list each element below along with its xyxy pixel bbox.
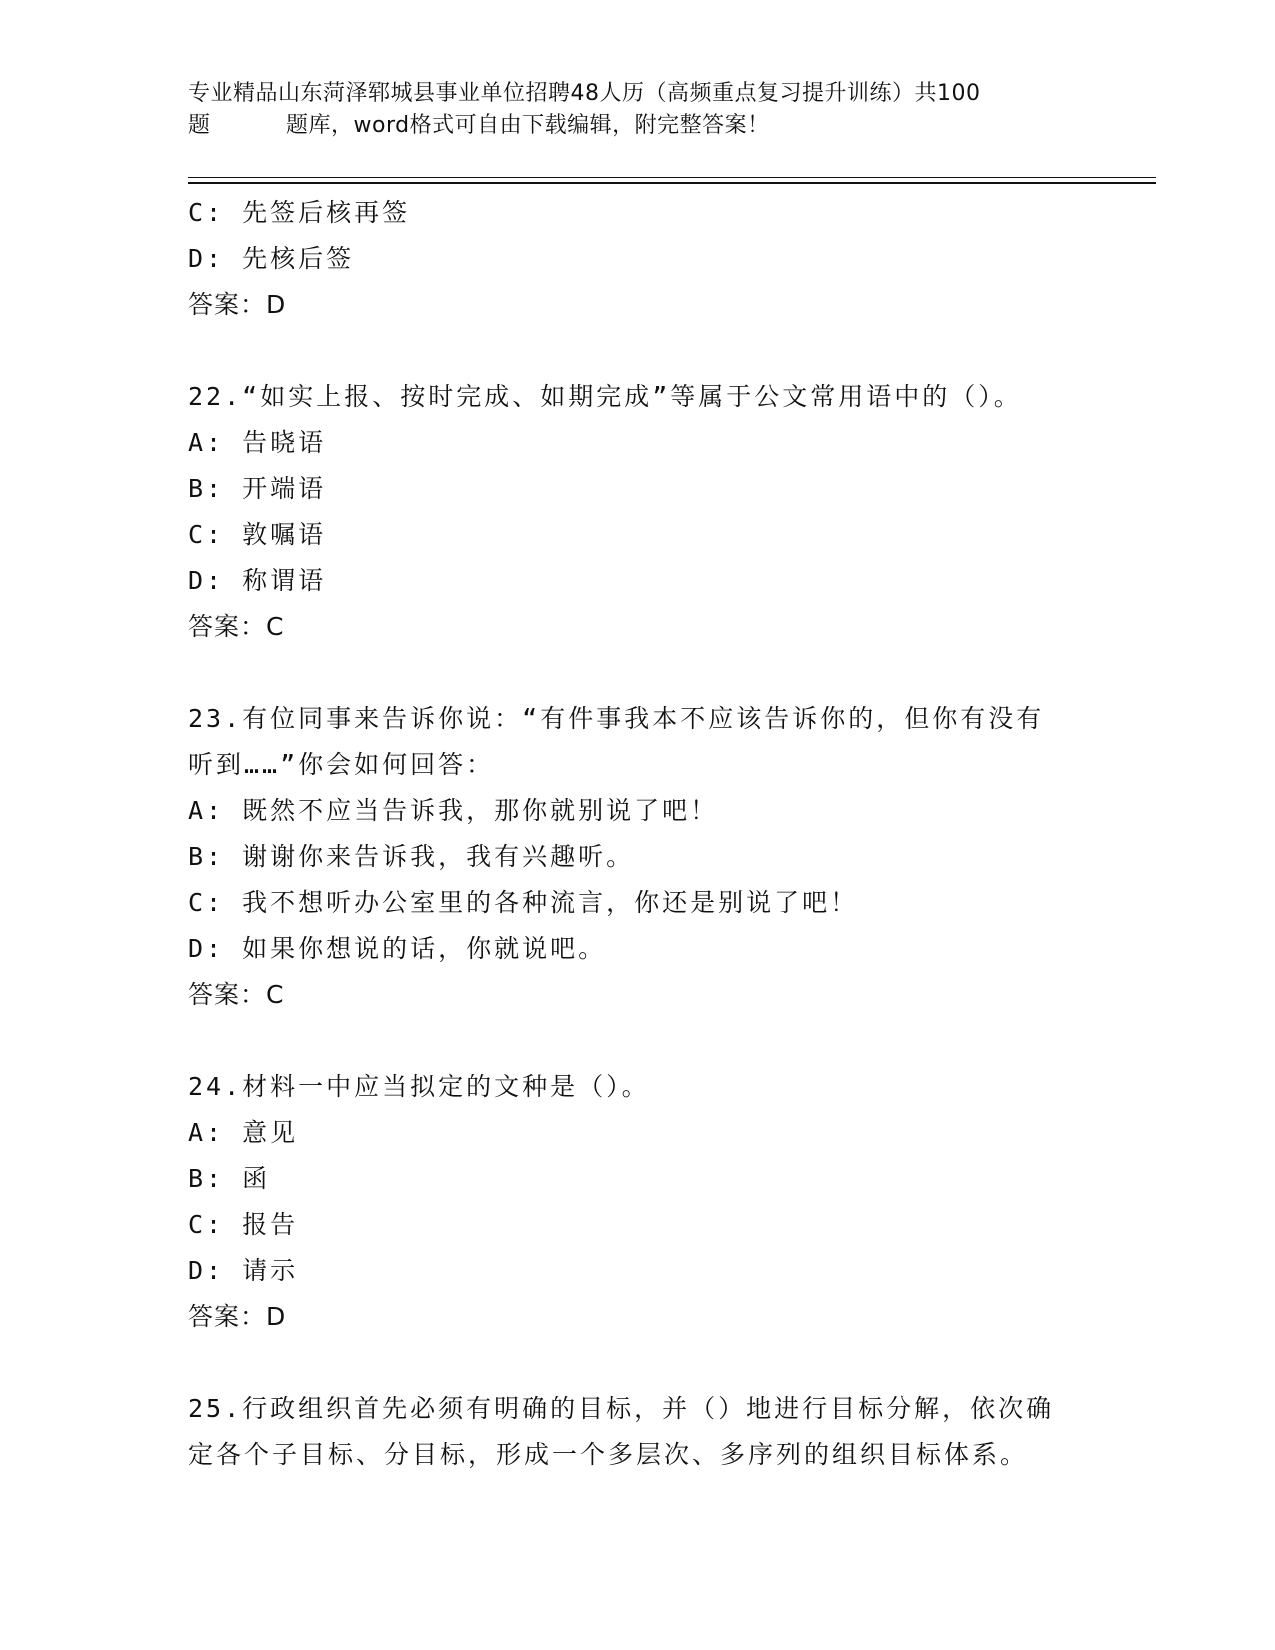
spacer — [188, 328, 1088, 374]
answer-line — [188, 282, 1088, 328]
answer-label: 答案 ： — [188, 290, 266, 319]
question-stem-line-2: 定各个子目标、分目标，形成一个多层次、多序列的组织目标体系。 — [188, 1440, 1029, 1469]
answer-value: C — [266, 980, 285, 1009]
answer-line — [188, 1294, 1088, 1340]
option-b: B: 函 — [188, 1164, 271, 1193]
question-21-continued — [188, 190, 1088, 328]
option-b: B: 开端语 — [188, 474, 327, 503]
question-25 — [188, 1386, 1088, 1478]
option-c: C: 报告 — [188, 1210, 299, 1239]
question-24 — [188, 1064, 1088, 1340]
answer-label: 答案 ： — [188, 980, 266, 1009]
spacer — [188, 1340, 1088, 1386]
header-divider-thin — [188, 177, 1156, 178]
option-b: B: 谢谢你来告诉我，我有兴趣听。 — [188, 842, 635, 871]
question-stem: 24.材料一中应当拟定的文种是（）。 — [188, 1072, 650, 1101]
option-a: A: 既然不应当告诉我，那你就别说了吧！ — [188, 796, 719, 825]
option-d: D: 请示 — [188, 1256, 299, 1285]
answer-line — [188, 972, 1088, 1018]
document-header-title: 专业精品山东菏泽郓城县事业单位招聘48人历（高频重点复习提升训练）共100 — [188, 81, 981, 106]
document-header-wrap-left: 题 — [188, 113, 211, 138]
option-c: C: 先签后核再签 — [188, 198, 411, 227]
option-a: A: 意见 — [188, 1118, 299, 1147]
question-stem-line-1: 25.行政组织首先必须有明确的目标，并（）地进行目标分解，依次确 — [188, 1394, 1055, 1423]
spacer — [188, 1018, 1088, 1064]
option-d: D: 如果你想说的话，你就说吧。 — [188, 934, 607, 963]
option-d: D: 称谓语 — [188, 566, 327, 595]
question-stem-line-1: 23.有位同事来告诉你说：“有件事我本不应该告诉你的，但你有没有 — [188, 704, 1045, 733]
question-stem: 22.“如实上报、按时完成、如期完成”等属于公文常用语中的（）。 — [188, 382, 1022, 411]
question-22 — [188, 374, 1088, 650]
question-stem-line-2: 听到……”你会如何回答： — [188, 750, 495, 779]
option-d: D: 先核后签 — [188, 244, 355, 273]
option-c: C: 我不想听办公室里的各种流言，你还是别说了吧！ — [188, 888, 859, 917]
answer-value: D — [266, 1302, 287, 1331]
option-c: C: 敦嘱语 — [188, 520, 327, 549]
answer-value: D — [266, 290, 287, 319]
header-divider-thick — [188, 182, 1156, 184]
answer-value: C — [266, 612, 285, 641]
answer-label: 答案 ： — [188, 612, 266, 641]
spacer — [188, 650, 1088, 696]
answer-line — [188, 604, 1088, 650]
question-23 — [188, 696, 1088, 1018]
answer-label: 答案 ： — [188, 1302, 266, 1331]
question-content — [188, 190, 1088, 1478]
option-a: A: 告晓语 — [188, 428, 327, 457]
document-header-subtitle: 题库，word格式可自由下载编辑，附完整答案！ — [286, 113, 770, 138]
